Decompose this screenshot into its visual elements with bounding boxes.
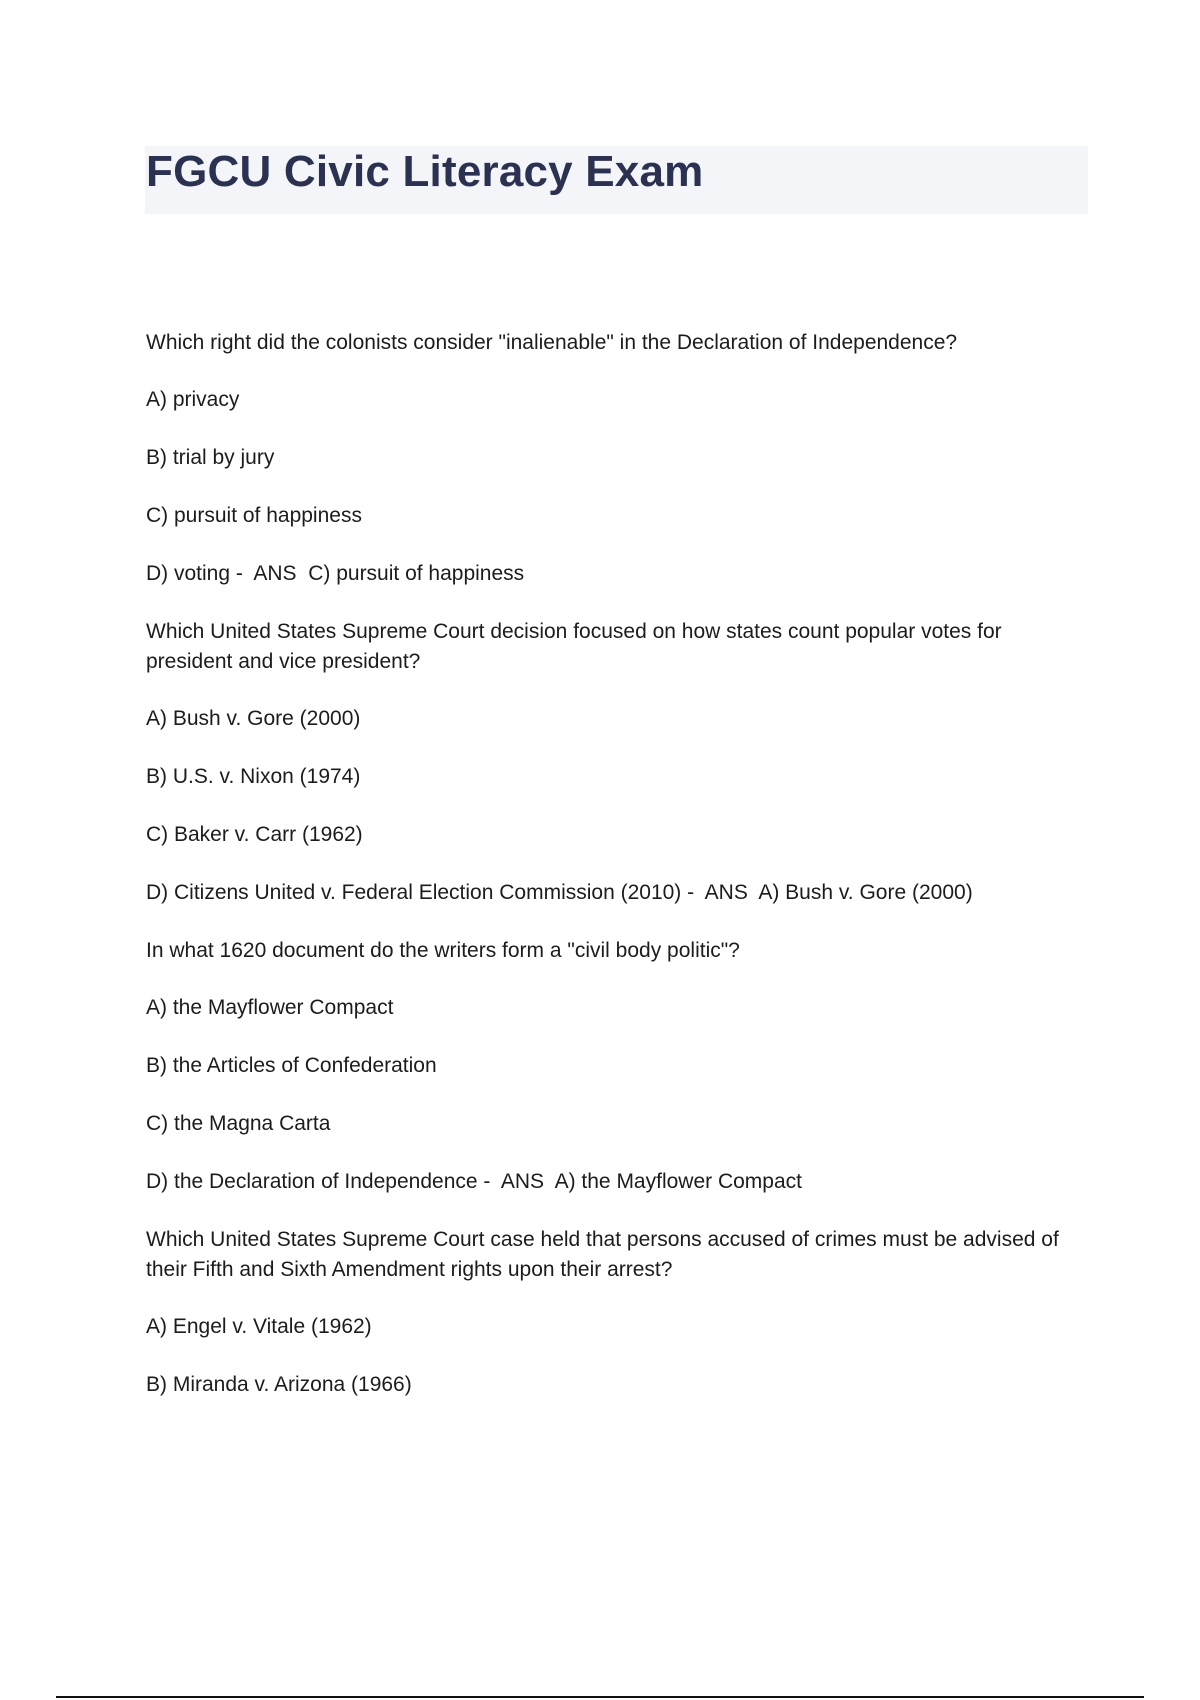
option-b: B) Miranda v. Arizona (1966) xyxy=(146,1373,412,1396)
option-c: C) Baker v. Carr (1962) xyxy=(146,823,363,846)
option-b: B) the Articles of Confederation xyxy=(146,1054,437,1077)
question-list xyxy=(146,328,1091,1428)
question-text: In what 1620 document do the writers form a "civil body politic"? xyxy=(146,939,740,962)
option-a: A) privacy xyxy=(146,388,240,411)
option-d-with-answer: D) Citizens United v. Federal Election Commission (2010) - ANS A) Bush v. Gore (2000) xyxy=(146,881,973,904)
question-block xyxy=(146,936,1091,1197)
footer-divider xyxy=(56,1696,1144,1698)
page-title: FGCU Civic Literacy Exam xyxy=(146,147,704,196)
option-b: B) U.S. v. Nixon (1974) xyxy=(146,765,361,788)
question-text: Which right did the colonists consider "inalienable" in the Declaration of Independence? xyxy=(146,331,958,354)
option-a: A) Engel v. Vitale (1962) xyxy=(146,1315,372,1338)
question-text: Which United States Supreme Court decision focused on how states count popular votes for president and vice president? xyxy=(146,620,1008,673)
question-block xyxy=(146,328,1091,589)
option-a: A) Bush v. Gore (2000) xyxy=(146,707,361,730)
option-c: C) the Magna Carta xyxy=(146,1112,331,1135)
question-block xyxy=(146,1225,1091,1400)
option-a: A) the Mayflower Compact xyxy=(146,996,394,1019)
option-c: C) pursuit of happiness xyxy=(146,504,362,527)
option-b: B) trial by jury xyxy=(146,446,275,469)
option-d-with-answer: D) the Declaration of Independence - ANS A) the Mayflower Compact xyxy=(146,1170,802,1193)
question-block xyxy=(146,617,1091,908)
option-d-with-answer: D) voting - ANS C) pursuit of happiness xyxy=(146,562,525,585)
question-text: Which United States Supreme Court case held that persons accused of crimes must be advised of their Fifth and Sixth Amendment rights upon their arrest? xyxy=(146,1228,1065,1281)
